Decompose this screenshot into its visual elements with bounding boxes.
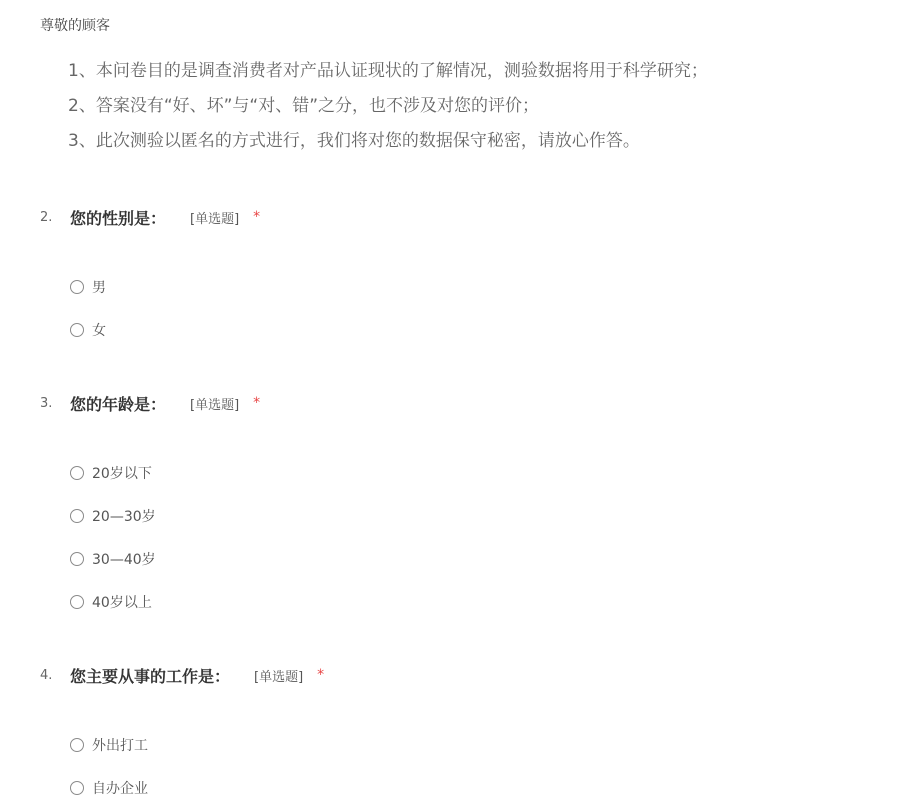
radio-button[interactable] <box>70 466 84 480</box>
question-type-tag: [单选题] <box>190 397 240 413</box>
intro-line-1: 1、本问卷目的是调查消费者对产品认证现状的了解情况，测验数据将用于科学研究； <box>68 61 708 81</box>
radio-button[interactable] <box>70 280 84 294</box>
question-type-tag: [单选题] <box>254 669 304 685</box>
question-number: 2. <box>40 209 53 225</box>
intro-line-2: 2、答案没有“好、坏”与“对、错”之分，也不涉及对您的评价； <box>68 96 540 116</box>
question-occupation <box>40 663 880 797</box>
required-mark: * <box>253 395 261 411</box>
question-title: 您的年龄是： <box>70 394 167 414</box>
intro-line-3: 3、此次测验以匿名的方式进行，我们将对您的数据保守秘密，请放心作答。 <box>68 131 640 151</box>
option-30-40[interactable] <box>70 549 156 569</box>
intro-block <box>68 54 888 159</box>
question-type-tag: [单选题] <box>190 211 240 227</box>
option-label: 自办企业 <box>92 781 148 797</box>
question-number: 4. <box>40 667 53 683</box>
question-header <box>40 205 880 229</box>
radio-button[interactable] <box>70 552 84 566</box>
option-own-business[interactable] <box>70 778 148 798</box>
question-age <box>40 391 880 611</box>
question-title: 您主要从事的工作是： <box>70 666 231 686</box>
option-female[interactable] <box>70 320 106 340</box>
question-header <box>40 663 880 687</box>
option-label: 外出打工 <box>92 738 148 754</box>
radio-button[interactable] <box>70 738 84 752</box>
option-migrant-work[interactable] <box>70 735 148 755</box>
radio-button[interactable] <box>70 323 84 337</box>
radio-button[interactable] <box>70 781 84 795</box>
option-label: 20—30岁 <box>92 509 156 525</box>
radio-button[interactable] <box>70 595 84 609</box>
option-label: 30—40岁 <box>92 552 156 568</box>
option-male[interactable] <box>70 277 106 297</box>
option-over-40[interactable] <box>70 592 152 612</box>
question-gender <box>40 205 880 339</box>
radio-button[interactable] <box>70 509 84 523</box>
option-label: 男 <box>92 280 106 296</box>
option-label: 40岁以上 <box>92 595 152 611</box>
required-mark: * <box>253 209 261 225</box>
option-under-20[interactable] <box>70 463 152 483</box>
option-20-30[interactable] <box>70 506 156 526</box>
question-number: 3. <box>40 395 53 411</box>
question-title: 您的性别是： <box>70 208 167 228</box>
required-mark: * <box>317 667 325 683</box>
question-header <box>40 391 880 415</box>
greeting-text: 尊敬的顾客 <box>40 18 110 34</box>
option-label: 女 <box>92 323 106 339</box>
option-label: 20岁以下 <box>92 466 152 482</box>
